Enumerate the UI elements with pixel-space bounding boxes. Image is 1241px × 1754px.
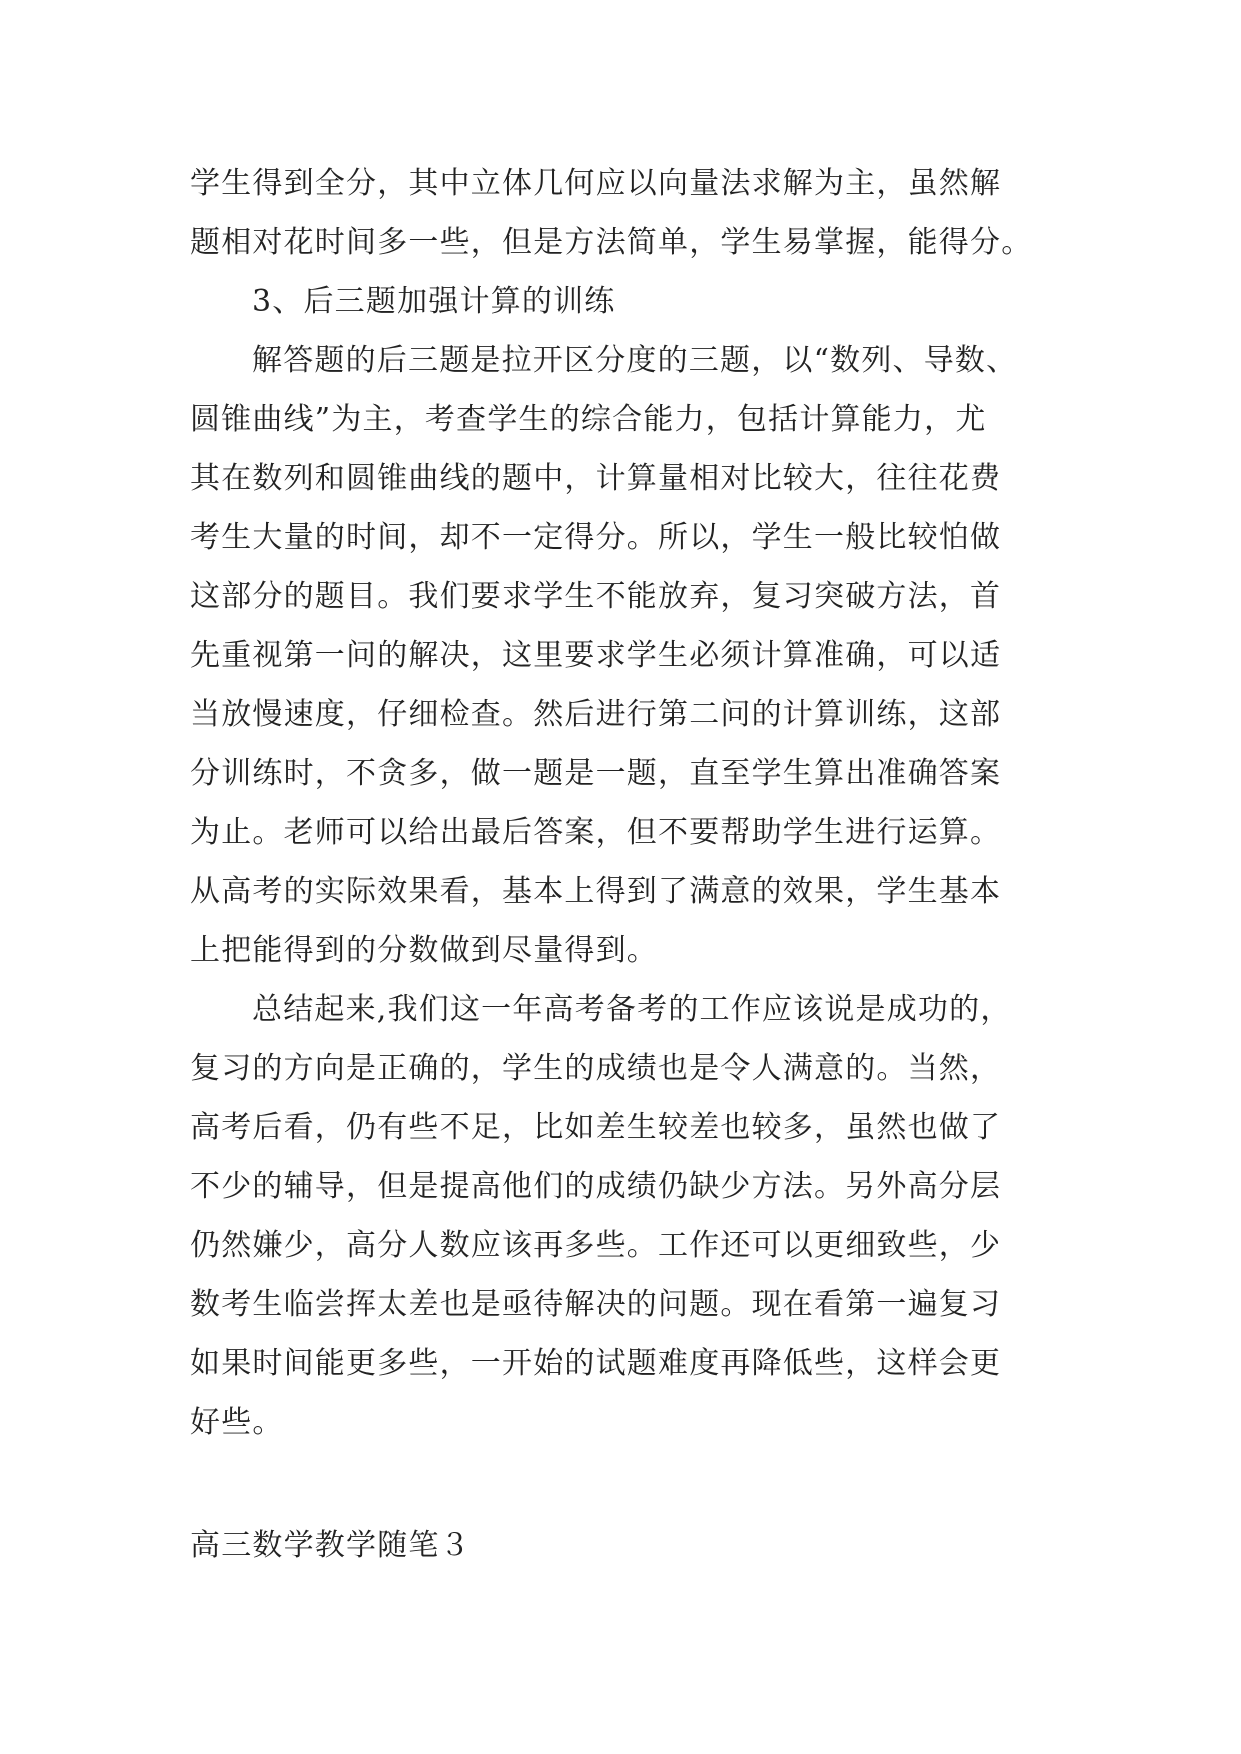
text-line: 考生大量的时间，却不一定得分。所以，学生一般比较怕做 bbox=[190, 520, 1002, 555]
text-line: 好些。 bbox=[190, 1405, 284, 1440]
text-line: 当放慢速度，仔细检查。然后进行第二问的计算训练，这部 bbox=[190, 697, 1002, 732]
text-line: 解答题的后三题是拉开区分度的三题，以“数列、导数、 bbox=[252, 343, 1018, 378]
text-line: 高考后看，仍有些不足，比如差生较差也较多，虽然也做了 bbox=[190, 1110, 1002, 1145]
text-line: 如果时间能更多些，一开始的试题难度再降低些，这样会更 bbox=[190, 1346, 1002, 1381]
text-line: 仍然嫌少，高分人数应该再多些。工作还可以更细致些，少 bbox=[190, 1228, 1002, 1263]
text-line: 圆锥曲线”为主，考查学生的综合能力，包括计算能力，尤 bbox=[190, 402, 987, 437]
text-line: 为止。老师可以给出最后答案，但不要帮助学生进行运算。 bbox=[190, 815, 1002, 850]
text-line: 数考生临尝挥太差也是亟待解决的问题。现在看第一遍复习 bbox=[190, 1287, 1002, 1322]
text-line: 上把能得到的分数做到尽量得到。 bbox=[190, 933, 658, 968]
text-line: 这部分的题目。我们要求学生不能放弃，复习突破方法，首 bbox=[190, 579, 1002, 614]
section-title: 高三数学教学随笔３ bbox=[190, 1528, 471, 1563]
text-line: 复习的方向是正确的，学生的成绩也是令人满意的。当然， bbox=[190, 1051, 1002, 1086]
text-line: 分训练时，不贪多，做一题是一题，直至学生算出准确答案 bbox=[190, 756, 1002, 791]
text-line: 不少的辅导，但是提高他们的成绩仍缺少方法。另外高分层 bbox=[190, 1169, 1002, 1204]
text-line: 从高考的实际效果看，基本上得到了满意的效果，学生基本 bbox=[190, 874, 1002, 909]
text-line: 总结起来,我们这一年高考备考的工作应该说是成功的， bbox=[252, 992, 1012, 1027]
text-line: 先重视第一问的解决，这里要求学生必须计算准确，可以适 bbox=[190, 638, 1002, 673]
text-line: 其在数列和圆锥曲线的题中，计算量相对比较大，往往花费 bbox=[190, 461, 1002, 496]
text-line: 题相对花时间多一些，但是方法简单，学生易掌握，能得分。 bbox=[190, 225, 1033, 260]
text-line: 学生得到全分，其中立体几何应以向量法求解为主，虽然解 bbox=[190, 166, 1002, 201]
section-heading: 3、后三题加强计算的训练 bbox=[252, 284, 616, 319]
